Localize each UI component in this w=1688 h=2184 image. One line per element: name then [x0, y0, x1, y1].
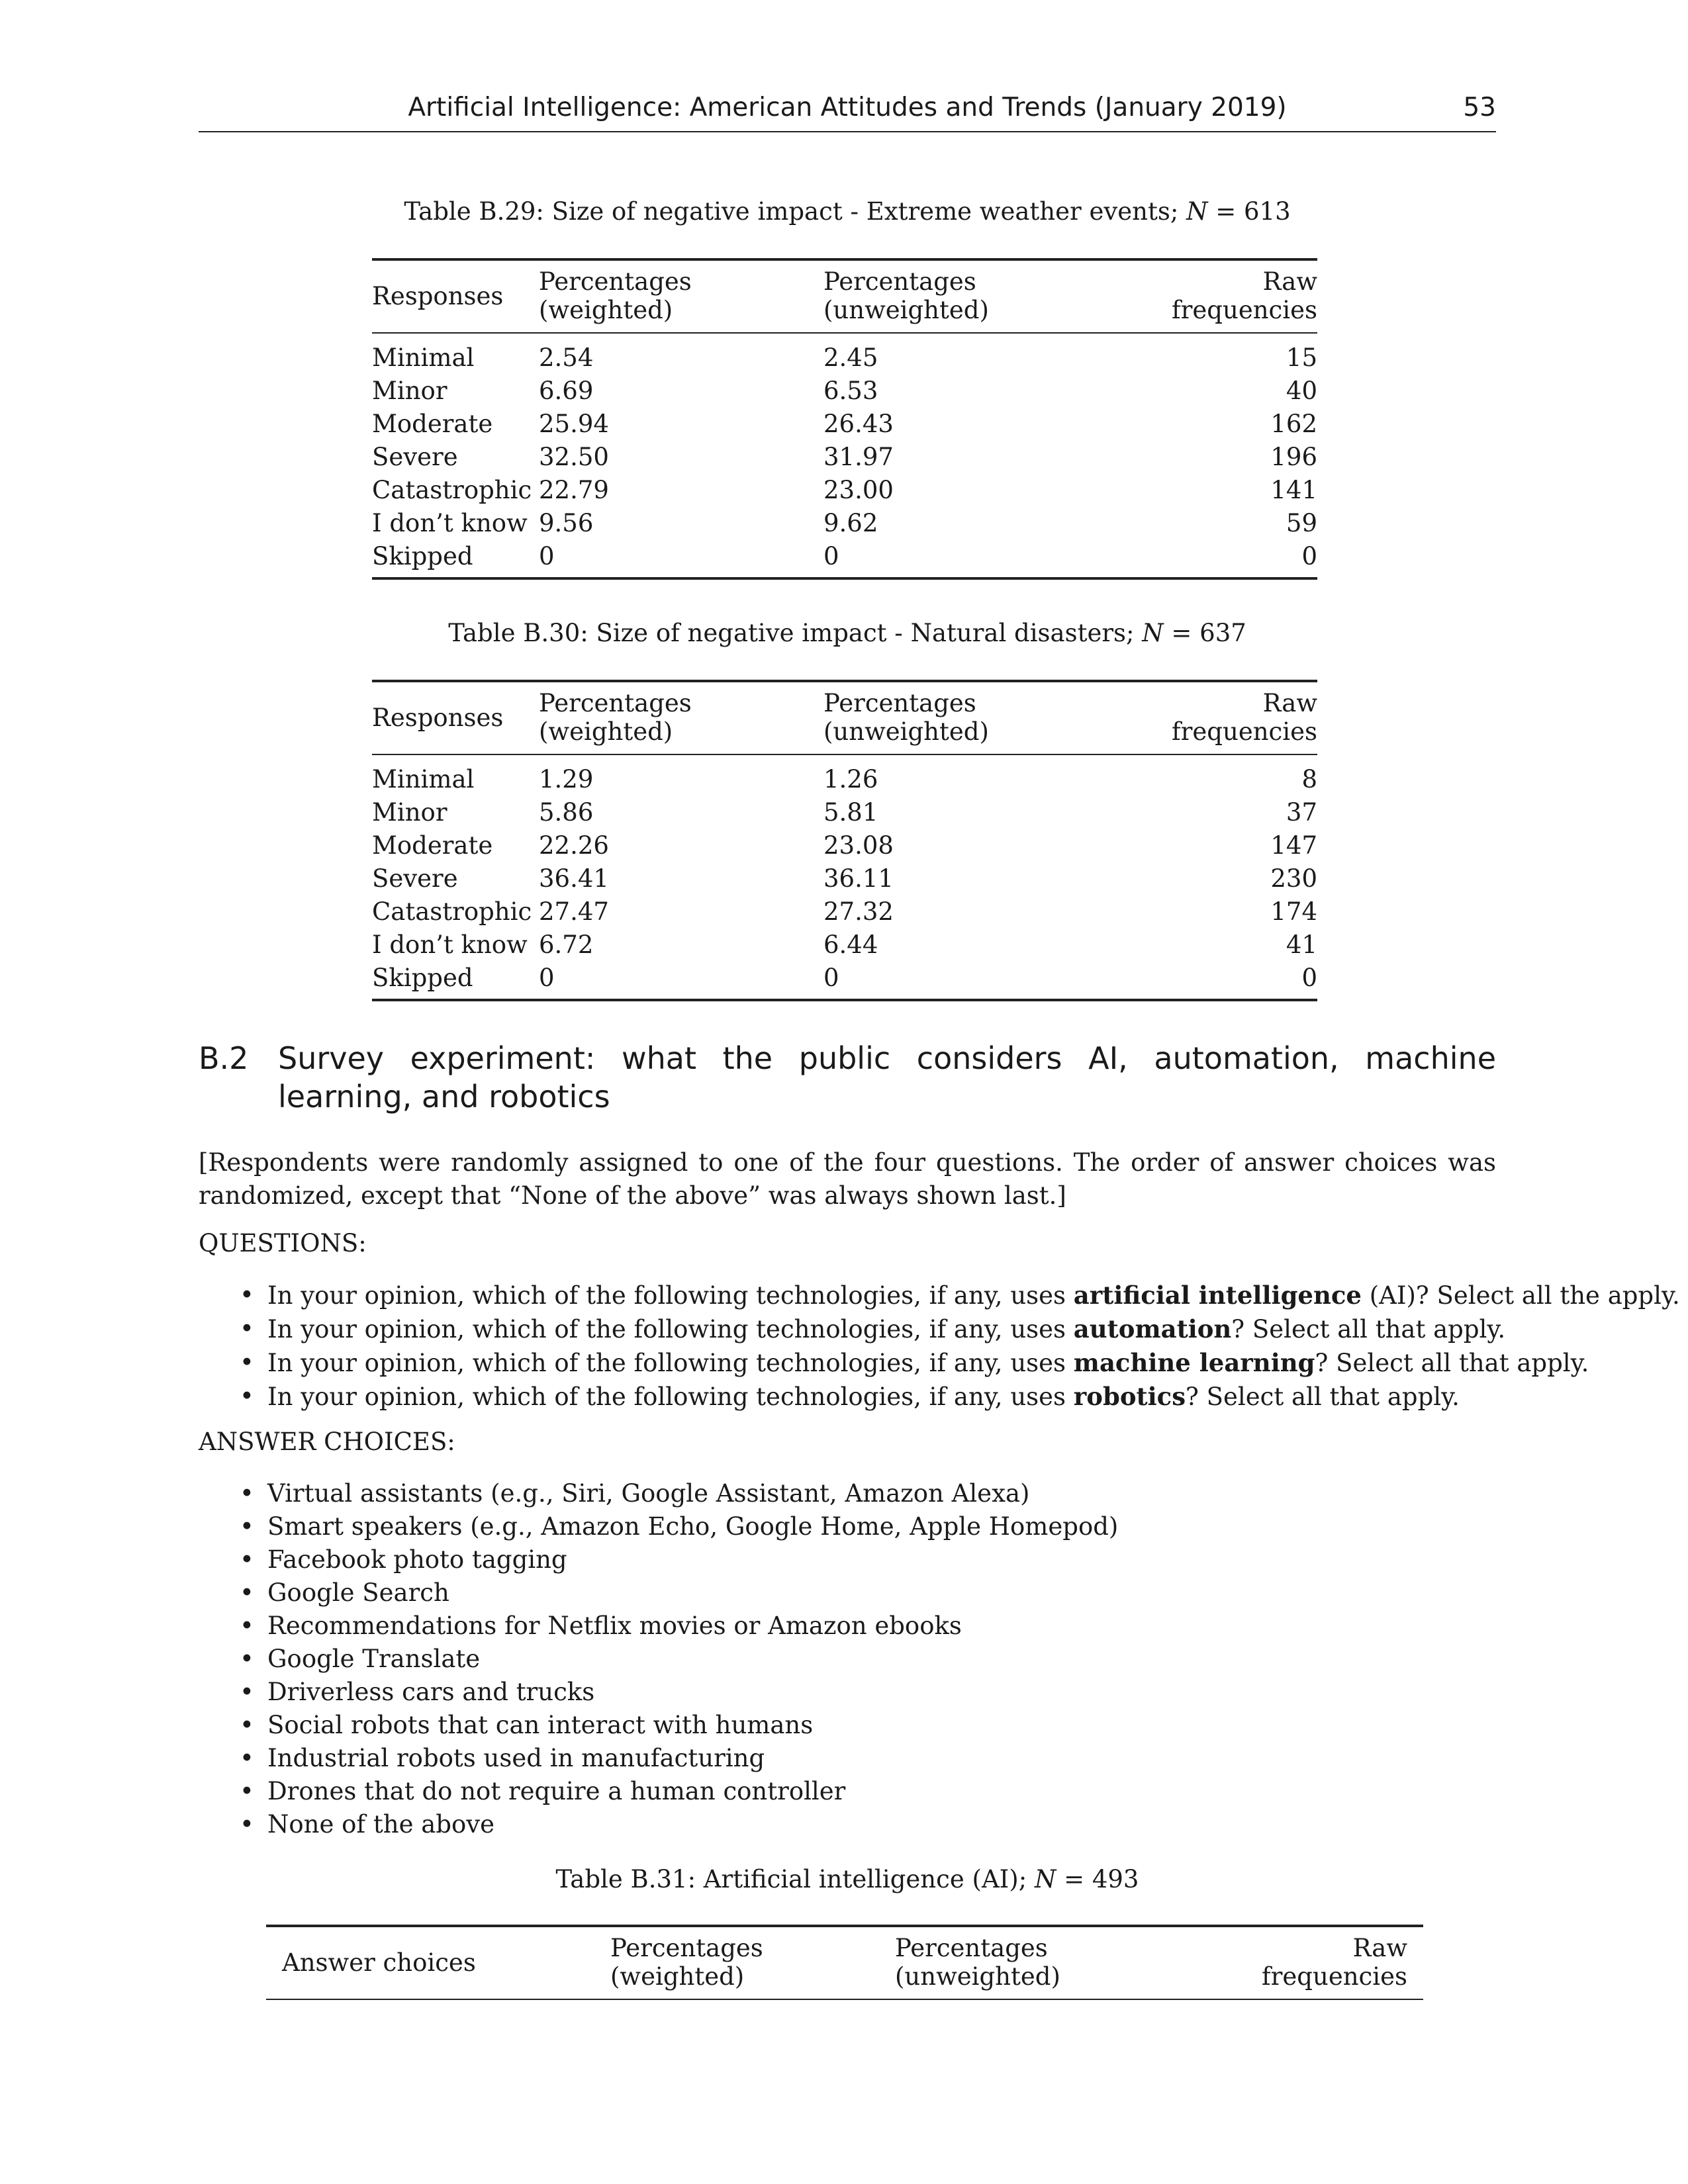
table-cell: 22.79: [539, 476, 609, 504]
table-cell: 6.44: [823, 931, 878, 959]
list-item: • In your opinion, which of the following technologies, if any, uses artificial intelligence (AI)? Select all the apply.: [232, 1279, 1680, 1312]
table-row: [372, 829, 1317, 862]
table-cell: 27.32: [823, 897, 894, 926]
table-cell: 0: [823, 540, 1135, 578]
table-row: [372, 929, 1317, 962]
table-row: [372, 507, 1317, 540]
caption-n-value: = 613: [1207, 197, 1291, 226]
questions-label: QUESTIONS:: [199, 1229, 367, 1257]
table-cell: 25.94: [539, 410, 609, 438]
table-cell: 36.41: [539, 864, 609, 893]
column-header: Percentages (weighted): [610, 1926, 895, 1999]
table-cell: Minimal: [372, 765, 475, 794]
table-cell: Skipped: [372, 540, 539, 578]
column-header: Answer choices: [266, 1926, 610, 1999]
table-cell: 41: [1286, 931, 1317, 959]
table-cell: 6.53: [823, 377, 878, 405]
answer-choices-label: ANSWER CHOICES:: [199, 1428, 455, 1456]
table-header-row: [372, 259, 1317, 333]
header-title: Artificial Intelligence: American Attitudes and Trends (January 2019): [408, 93, 1287, 122]
table-cell: 31.97: [823, 443, 894, 471]
table-b29-caption: [199, 197, 1496, 226]
table-cell: 5.86: [539, 798, 594, 827]
table-cell: Minor: [372, 377, 447, 405]
list-item: • Virtual assistants (e.g., Siri, Google Assistant, Amazon Alexa): [232, 1477, 1118, 1510]
table-cell: 6.72: [539, 931, 594, 959]
caption-n-value: = 637: [1163, 619, 1246, 647]
running-header: [199, 93, 1496, 132]
table-row: [372, 754, 1317, 796]
caption-text: Table B.31: Artificial intelligence (AI);: [555, 1865, 1035, 1893]
table-b30: [372, 680, 1317, 1001]
table-cell: 6.69: [539, 377, 594, 405]
table-cell: 1.26: [823, 765, 878, 794]
list-item: • Social robots that can interact with humans: [232, 1709, 1118, 1742]
table-row: [372, 796, 1317, 829]
table-row: [372, 375, 1317, 408]
table-cell: 9.62: [823, 509, 878, 537]
table-cell: I don’t know: [372, 509, 528, 537]
table-cell: 147: [1270, 831, 1317, 860]
table-row: [372, 895, 1317, 929]
answer-choices-list: [232, 1477, 1118, 1841]
section-number: B.2: [199, 1040, 249, 1076]
table-cell: Minimal: [372, 343, 475, 372]
table-row: [372, 862, 1317, 895]
table-b30-caption: [199, 619, 1496, 647]
table-cell: 8: [1301, 765, 1317, 794]
column-header: Percentages (unweighted): [895, 1926, 1206, 1999]
list-item: • Facebook photo tagging: [232, 1543, 1118, 1576]
table-cell: 174: [1270, 897, 1317, 926]
column-header: Raw frequencies: [1135, 259, 1317, 333]
table-cell: 230: [1270, 864, 1317, 893]
table-cell: 196: [1270, 443, 1317, 471]
column-header: Percentages (weighted): [539, 681, 823, 754]
table-cell: 0: [823, 962, 1135, 1000]
table-cell: 22.26: [539, 831, 609, 860]
table-cell: Severe: [372, 443, 458, 471]
table-cell: Minor: [372, 798, 447, 827]
table-b31-caption: [199, 1865, 1496, 1893]
table-cell: 162: [1270, 410, 1317, 438]
table-cell: 37: [1286, 798, 1317, 827]
questions-list: [232, 1279, 1680, 1414]
caption-n: N: [1186, 197, 1208, 226]
table-header-row: [266, 1926, 1423, 1999]
table-cell: 5.81: [823, 798, 878, 827]
table-cell: 0: [539, 962, 823, 1000]
list-item: • None of the above: [232, 1808, 1118, 1841]
section-title: Survey experiment: what the public considers AI, automation, machine learning, and robotics: [278, 1040, 1496, 1115]
table-row: [372, 540, 1317, 578]
table-cell: 23.08: [823, 831, 894, 860]
table-header-row: [372, 681, 1317, 754]
list-item: • Smart speakers (e.g., Amazon Echo, Google Home, Apple Homepod): [232, 1510, 1118, 1543]
table-cell: I don’t know: [372, 931, 528, 959]
list-item: • In your opinion, which of the following technologies, if any, uses automation? Select all that apply.: [232, 1312, 1680, 1346]
table-cell: 36.11: [823, 864, 894, 893]
list-item: • Driverless cars and trucks: [232, 1676, 1118, 1709]
list-item: • Industrial robots used in manufacturing: [232, 1742, 1118, 1775]
table-cell: Severe: [372, 864, 458, 893]
column-header: Percentages (unweighted): [823, 681, 1135, 754]
table-cell: 2.54: [539, 343, 594, 372]
table-cell: Moderate: [372, 410, 493, 438]
table-row: [372, 441, 1317, 474]
table-cell: Moderate: [372, 831, 493, 860]
table-cell: 2.45: [823, 343, 878, 372]
list-item: • Google Search: [232, 1576, 1118, 1610]
list-item: • Drones that do not require a human controller: [232, 1775, 1118, 1808]
table-cell: 26.43: [823, 410, 894, 438]
column-header: Responses: [372, 681, 539, 754]
page-number: 53: [1463, 93, 1496, 122]
table-cell: 0: [1135, 962, 1317, 1000]
table-cell: 0: [539, 540, 823, 578]
section-heading: [199, 1039, 1496, 1116]
list-item: • Google Translate: [232, 1643, 1118, 1676]
caption-text: Table B.30: Size of negative impact - Natural disasters;: [448, 619, 1143, 647]
table-cell: 9.56: [539, 509, 594, 537]
table-row: [372, 333, 1317, 375]
table-row: [372, 962, 1317, 1000]
list-item: • In your opinion, which of the following technologies, if any, uses robotics? Select all that apply.: [232, 1380, 1680, 1414]
table-cell: 27.47: [539, 897, 609, 926]
table-cell: 40: [1286, 377, 1317, 405]
caption-n: N: [1142, 619, 1164, 647]
column-header: Responses: [372, 259, 539, 333]
table-cell: 23.00: [823, 476, 894, 504]
column-header: Percentages (weighted): [539, 259, 823, 333]
column-header: Raw frequencies: [1206, 1926, 1423, 1999]
column-header: Percentages (unweighted): [823, 259, 1135, 333]
table-cell: Catastrophic: [372, 476, 532, 504]
caption-n-value: = 493: [1056, 1865, 1139, 1893]
table-cell: 1.29: [539, 765, 594, 794]
table-cell: 141: [1270, 476, 1317, 504]
table-cell: 0: [1135, 540, 1317, 578]
table-b29: [372, 258, 1317, 580]
table-row: [372, 408, 1317, 441]
table-b31: [266, 1925, 1423, 2000]
caption-text: Table B.29: Size of negative impact - Extreme weather events;: [404, 197, 1187, 226]
intro-paragraph: [Respondents were randomly assigned to one of the four questions. The order of answer choices was randomized, except that “None of the above” was always shown last.]: [199, 1148, 1496, 1210]
table-cell: 15: [1286, 343, 1317, 372]
caption-n: N: [1034, 1865, 1056, 1893]
table-cell: Catastrophic: [372, 897, 532, 926]
table-cell: Skipped: [372, 962, 539, 1000]
table-cell: 32.50: [539, 443, 609, 471]
column-header: Raw frequencies: [1135, 681, 1317, 754]
list-item: • In your opinion, which of the following technologies, if any, uses machine learning? Select all that apply.: [232, 1346, 1680, 1380]
table-cell: 59: [1286, 509, 1317, 537]
table-row: [372, 474, 1317, 507]
list-item: • Recommendations for Netflix movies or Amazon ebooks: [232, 1610, 1118, 1643]
